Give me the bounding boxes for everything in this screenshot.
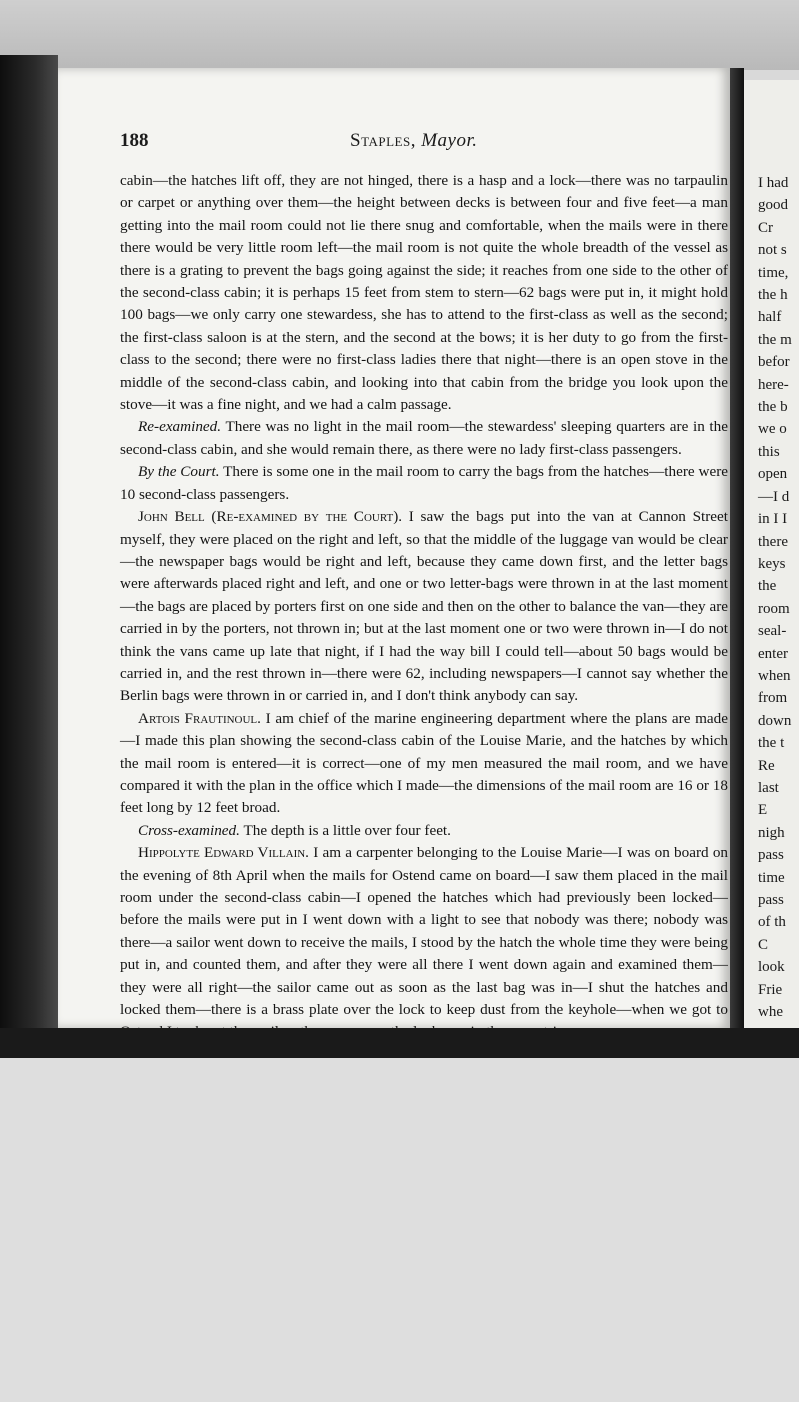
paragraph-lead: Re-examined.: [138, 418, 222, 436]
paragraph-lead: By the Court.: [138, 463, 220, 481]
book-binding: [0, 55, 58, 1055]
page-header: [120, 130, 720, 154]
paragraph-lead: John Bell (Re-examined by the Court).: [138, 508, 403, 526]
paragraph: [120, 461, 728, 506]
scan-background-top: [0, 0, 799, 70]
paragraph-lead: Artois Frautinoul.: [138, 709, 261, 727]
paragraph-lead: Hippolyte Edward Villain.: [138, 844, 309, 862]
scan-bottom-edge: [0, 1028, 799, 1058]
facing-page-edge: [744, 80, 799, 1030]
paragraph-text: The depth is a little over four feet.: [239, 821, 451, 839]
paragraph-text: There was no light in the mail room—the stewardess' sleeping quarters are in the second-class cabin, and she would remain there, as there were no lady first-class passengers.: [120, 418, 728, 458]
running-title-name: Staples,: [350, 130, 416, 151]
paragraph: [120, 416, 728, 461]
page-number: 188: [120, 130, 149, 151]
paragraph-text: I am chief of the marine engineering department where the plans are made—I made this plan showing the second-class cabin of the Louise Marie, and the hatches by which the mail room is entered—it is correct—one of my men measured the mail room, and we have compared it with the plan in the office which I made—the dimensions of the mail room are 16 or 18 feet long by 12 feet broad.: [120, 709, 728, 817]
running-title-role: Mayor.: [421, 130, 478, 151]
paragraph-lead: Cross-examined.: [138, 821, 240, 839]
running-title: [350, 130, 478, 152]
facing-page-text-fragments: I had good Cr not s time, the h half the m befor here- the b we o this open —I d in I I there keys the room seal- enter when from down the t Re last E nigh pass time pass of th C look Frie whe: [758, 175, 792, 1021]
scan-background-bottom: [0, 1058, 799, 1402]
paragraph-text: cabin—the hatches lift off, they are not hinged, there is a hasp and a lock—there was no tarpaulin or carpet or anything over them—the height between decks is between four and five feet—a man getting into the mail room could not lie there snug and comfortable, when the mails were in there there would be very little room left—the mail room is not quite the whole breadth of the vessel as there is a grating to prevent the bags going against the side; it reaches from one side to the other of the second-class cabin; it is perhaps 15 feet from stem to stern—62 bags were put in, it might hold 100 bags—we only carry one stewardess, she has to attend to the first-class as well as the second; the first-class saloon is at the stern, and the second at the bows; it is her duty to go from the first-class to the second; there were no first-class ladies there that night—there is an open stove in the middle of the second-class cabin, and looking into that cabin from the bridge you look upon the stove—it was a fine night, and we had a calm passage.: [120, 172, 728, 414]
paragraph: [120, 708, 728, 820]
paragraph: [120, 820, 728, 842]
body-text: [120, 170, 728, 1044]
paragraph-text: I am a carpenter belonging to the Louise Marie—I was on board on the evening of 8th April when the mails for Ostend came on board—I saw them placed in the mail room under the second-class cabin—I opened the hatches which had previously been locked—before the mails were put in I went down with a light to see that nobody was there; nobody was there—a sailor went down to receive the mails, I stood by the hatch the whole time they were being put in, and counted them, and after they were all there I went down again and examined them—they were all right—the sailor came out as soon as the last bag was in—I shut the hatches and locked them—there is a brass plate over the lock to keep dust from the keyhole—when we got to: [120, 844, 729, 1019]
paragraph-text: I saw the bags put into the van at Cannon Street myself, they were placed on the right and left, so that the middle of the luggage van would be clear—the newspaper bags would be right and left, because they came down first, and the letter bags were afterwards placed right and left, and one or two letter-bags were thrown in at the last moment—the bags are placed by porters first on one side and then on the other to balance the van—they are carried in by the porters, not thrown in; but at the last moment one or two were thrown in—I do not think the vans came up late that night, if I had the way bill I could tell—about 50 bags would be carried in, and the rest thrown in—there were 62, including newspapers—I cannot say whether the Berlin bags were thrown in or carried in, and I don't think anybody can say.: [120, 508, 729, 705]
paragraph-text: There is some one in the mail room to carry the bags from the hatches—there were 10 second-class passengers.: [120, 463, 729, 503]
paragraph: [120, 842, 728, 1044]
page-gutter: [730, 68, 744, 1028]
paragraph: [120, 170, 728, 416]
paragraph: [120, 506, 728, 708]
